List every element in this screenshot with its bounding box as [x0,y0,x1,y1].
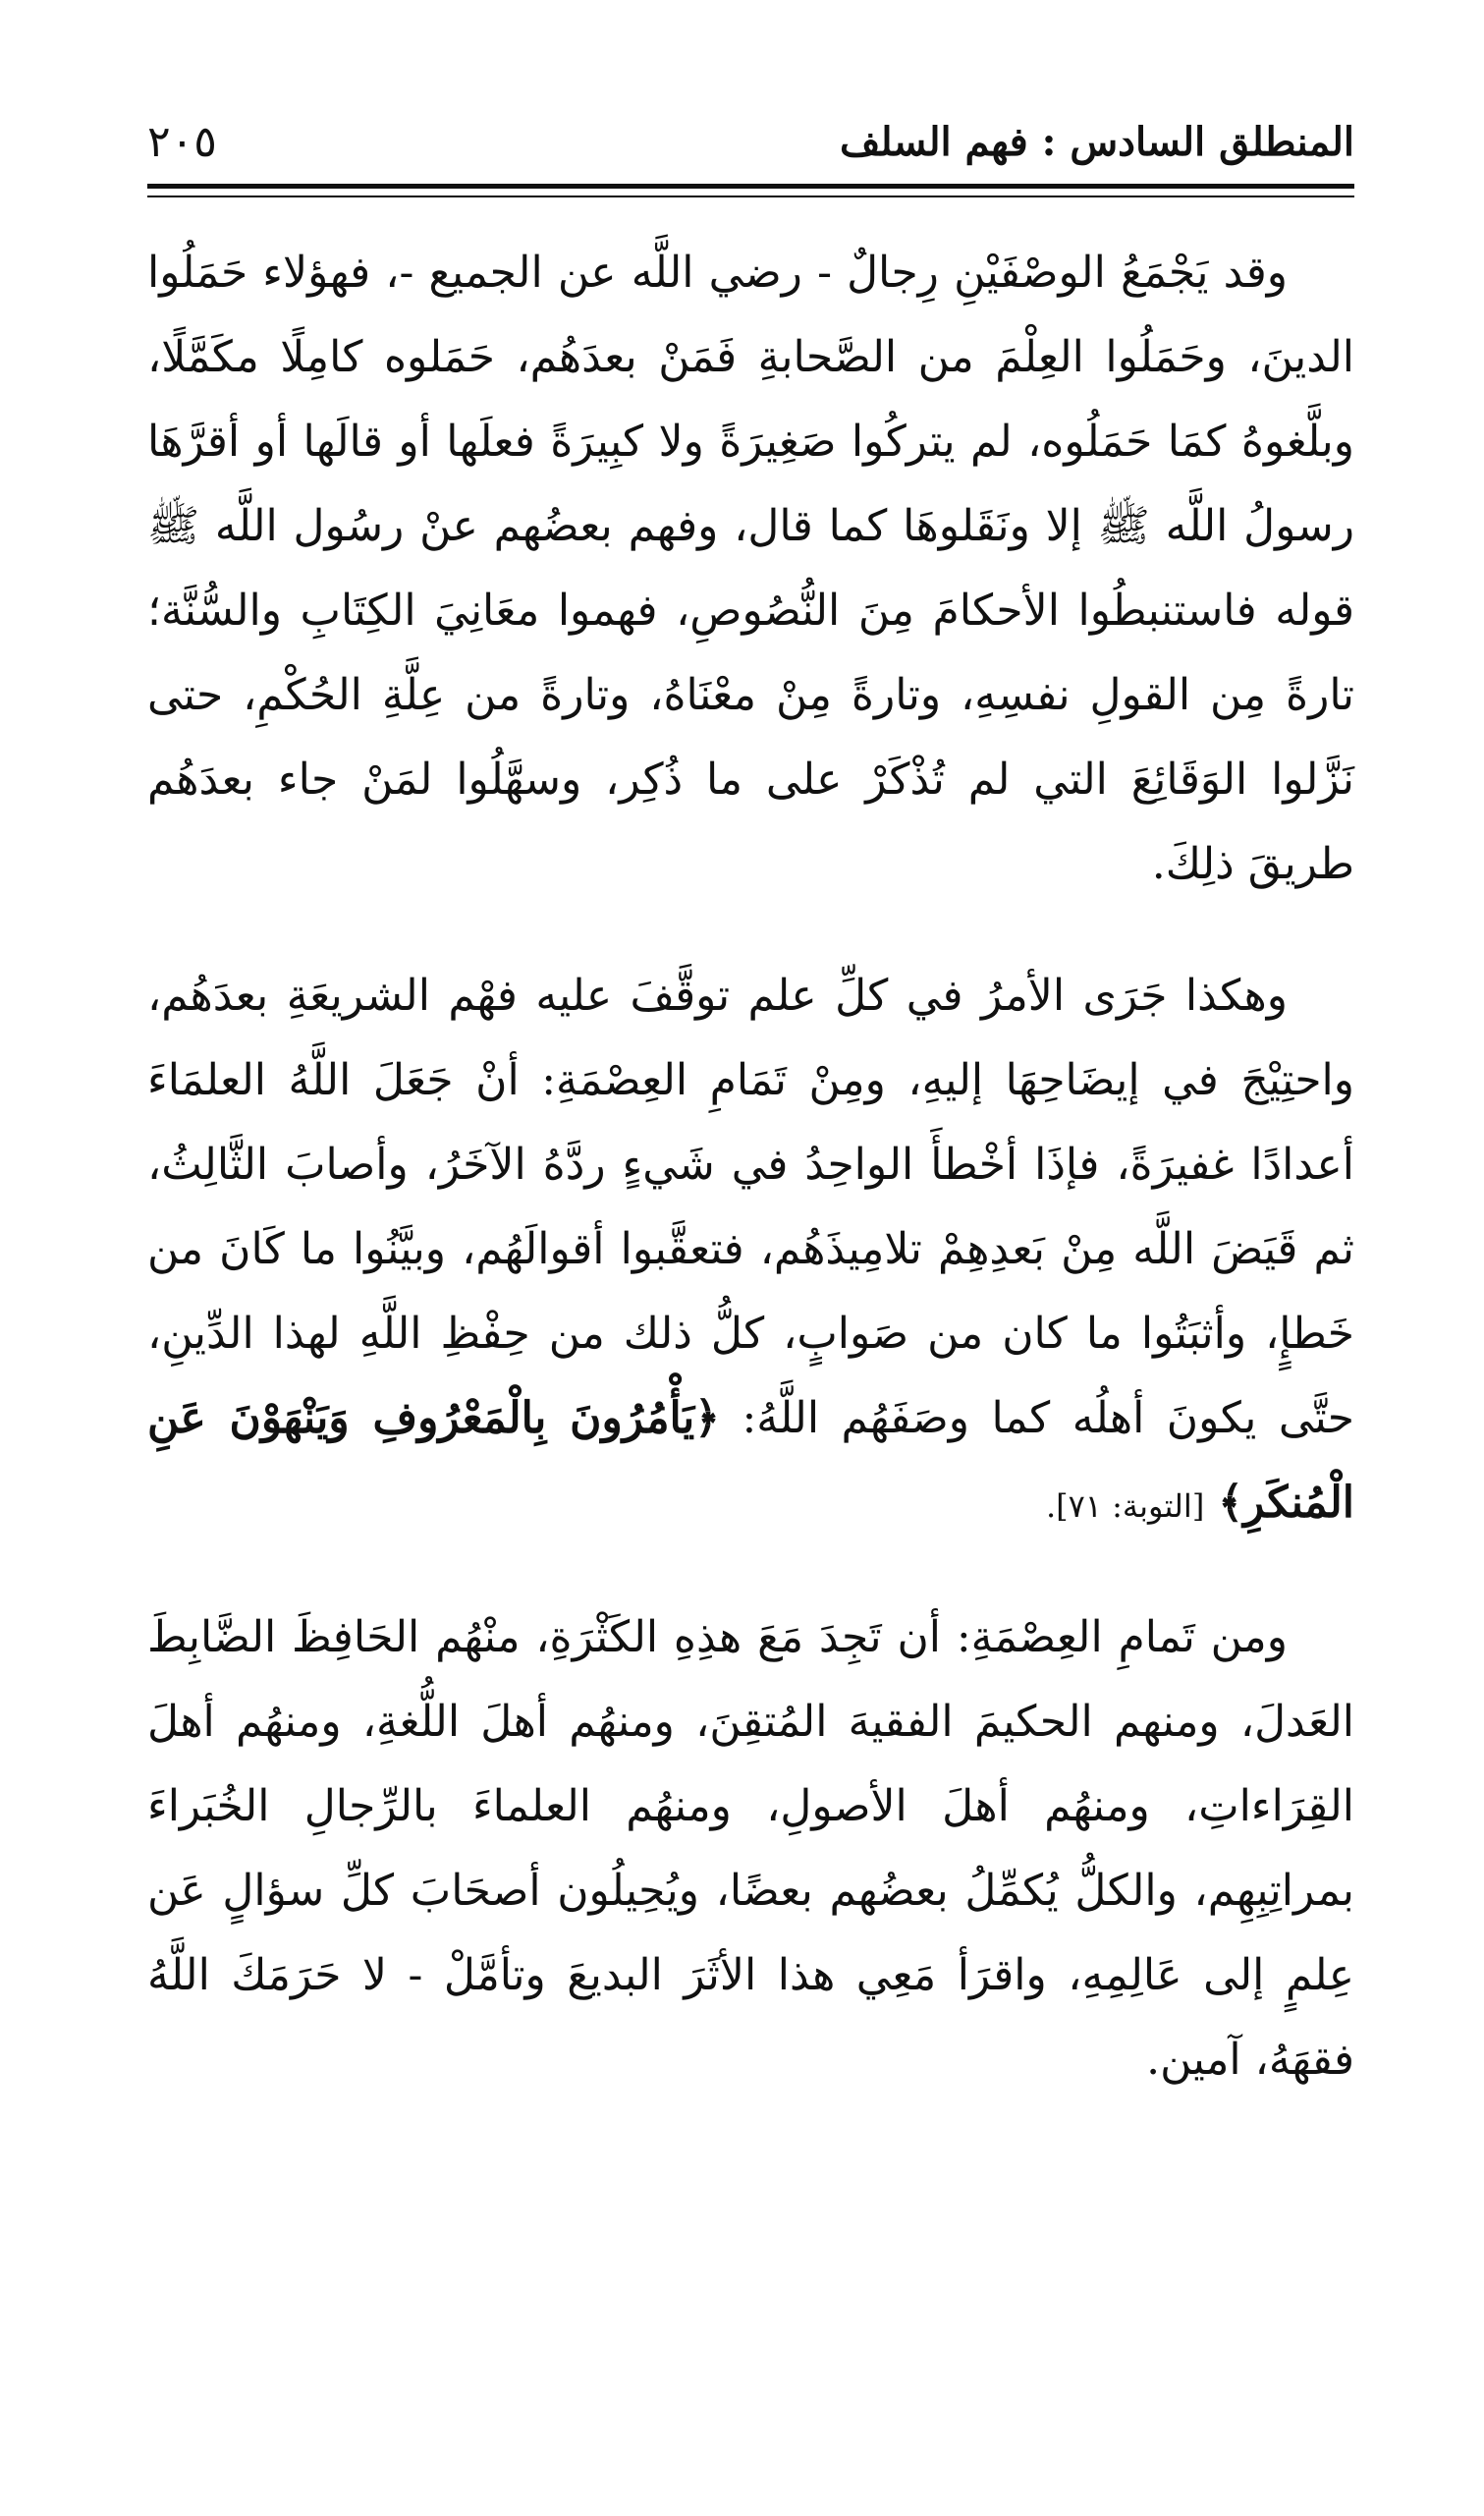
page-header [147,93,1354,172]
paragraph-2-text: وهكذا جَرَى الأمرُ في كلِّ علم توقَّفَ عليه فهْم الشريعَةِ بعدَهُم، واحتِيْجَ في إيضَاحِهَا إليهِ، ومِنْ تَمَامِ العِصْمَةِ: أنْ جَعَلَ اللَّهُ العلمَاءَ أعدادًا غفيرَةً، فإذَا أخْطأَ الواحِدُ في شَيءٍ ردَّهُ الآخَرُ، وأصابَ الثَّالِثُ، ثم قَيَضَ اللَّه مِنْ بَعدِهِمْ تلامِيذَهُم، فتعقَّبوا أقوالَهُم، وبيَّنُوا ما كَانَ من خَطإٍ، وأثبَتُوا ما كان من صَوابٍ، كلُّ ذلك من حِفْظِ اللَّهِ لهذا الدِّينِ، حتَّى يكونَ أهلُه كما وصَفَهُم اللَّهُ: [147,971,1354,1443]
paragraph-2 [147,954,1354,1548]
header-rule-thick [147,184,1354,189]
paragraph-gap [147,1548,1354,1595]
page-content [147,231,1354,2102]
verse-reference: [التوبة: ٧١]. [1045,1487,1205,1525]
paragraph-3: ومن تَمامِ العِصْمَةِ: أن تَجِدَ مَعَ هذِهِ الكَثْرَةِ، منْهُم الحَافِظَ الضَّابِطَ العَدلَ، ومنهم الحكيمَ الفقيهَ المُتقِنَ، ومنهُم أهلَ اللُّغةِ، ومنهُم أهلَ القِرَاءاتِ، ومنهُم أهلَ الأصولِ، ومنهُم العلماءَ بالرِّجالِ الخُبَراءَ بمراتِبِهِم، والكلُّ يُكمِّلُ بعضُهم بعضًا، ويُحِيلُون أصحَابَ كلِّ سؤالٍ عَن عِلمٍ إلى عَالِمِهِ، واقرَأ مَعِي هذا الأثَرَ البديعَ وتأمَّلْ - لا حَرَمَكَ اللَّهُ فقهَهُ، آمين. [147,1612,1354,2085]
paragraph-1: وقد يَجْمَعُ الوصْفَيْنِ رِجالٌ - رضي اللَّه عن الجميع -، فهؤلاء حَمَلُوا الدينَ، وحَمَلُوا العِلْمَ من الصَّحابةِ فَمَنْ بعدَهُم، حَمَلوه كامِلًا مكَمَّلًا، وبلَّغوهُ كمَا حَمَلُوه، لم يتركُوا صَغِيرَةً ولا كبِيرَةً فعلَها أو قالَها أو أقرَّهَا رسولُ اللَّه ﷺ إلا ونَقَلوهَا كما قال، وفهم بعضُهم عنْ رسُول اللَّه ﷺ قوله فاستنبطُوا الأحكامَ مِنَ النُّصُوصِ، فهموا معَانِيَ الكِتَابِ والسُّنَّة؛ تارةً مِن القولِ نفسِهِ، وتارةً مِنْ معْنَاهُ، وتارةً من عِلَّةِ الحُكْمِ، حتى نَزَّلوا الوَقَائِعَ التي لم تُذْكَرْ على ما ذُكِر، وسهَّلُوا لمَنْ جاء بعدَهُم طريقَ ذلِكَ. [147,248,1354,889]
quran-verse: ﴿يَأْمُرُونَ بِالْمَعْرُوفِ وَيَنْهَوْنَ عَنِ الْمُنكَرِ﴾ [147,1393,1354,1528]
header-rule-thin [147,196,1354,197]
paragraph-gap [147,907,1354,954]
running-title: المنطلق السادس : فهم السلف [839,119,1354,165]
page-number: ٢٠٥ [147,117,217,167]
